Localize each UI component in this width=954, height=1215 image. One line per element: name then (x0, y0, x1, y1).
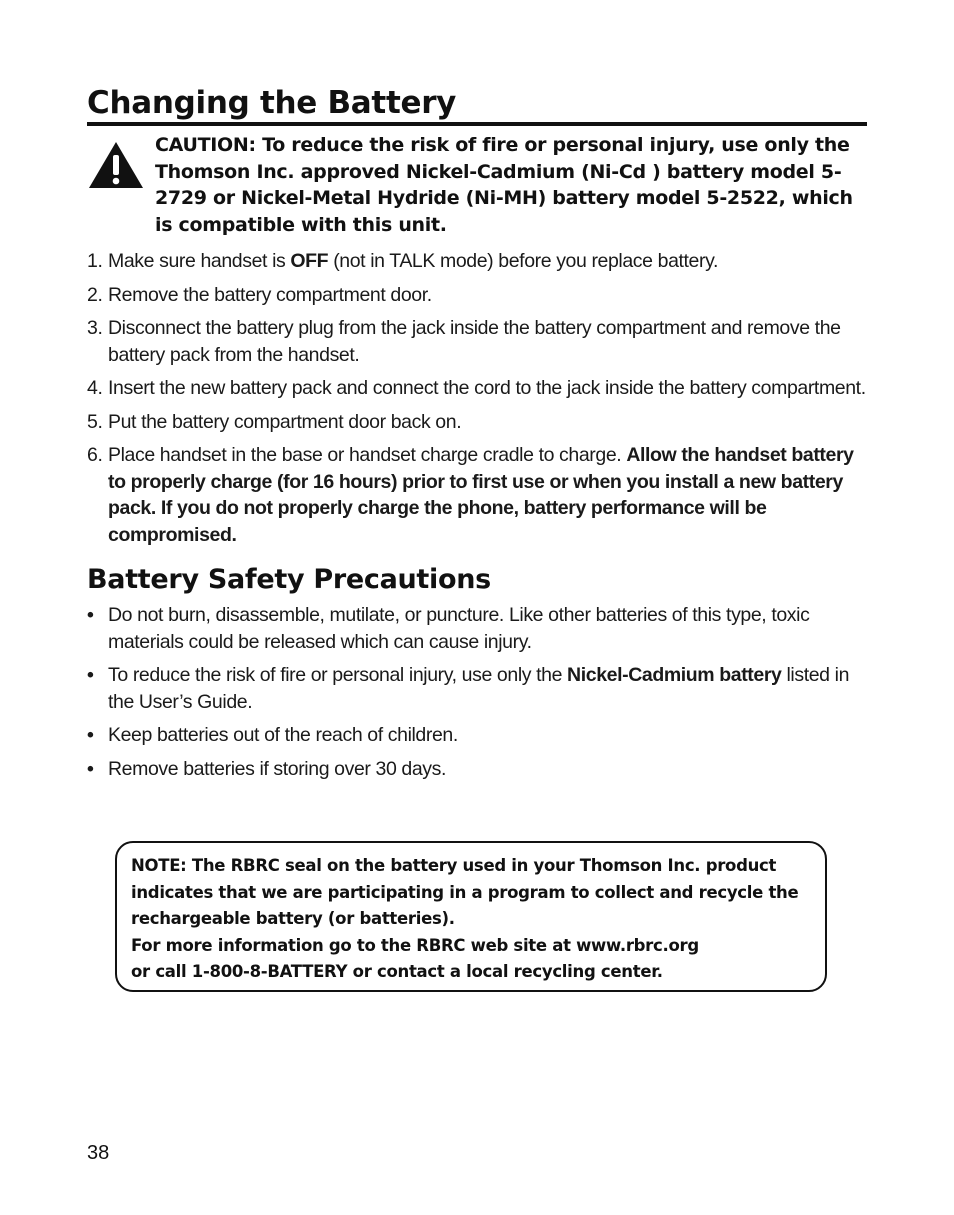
bullet-text: Remove batteries if storing over 30 days. (108, 757, 447, 780)
section-heading: Battery Safety Precautions (87, 564, 491, 595)
step-number: 2. (87, 283, 103, 306)
bullet-icon: • (87, 664, 94, 686)
bullet-bold-text: Nickel-Cadmium battery (567, 664, 782, 686)
step-text: Disconnect the battery plug from the jack inside the battery compartment and remove the battery pack from the handset. (108, 317, 841, 366)
step-number: 3. (87, 317, 103, 339)
step-item (87, 248, 867, 275)
step-item (87, 282, 867, 309)
bullet-item (87, 722, 867, 749)
bullet-text-end: listed in the User’s Guide. (108, 664, 850, 713)
step-item (87, 375, 867, 402)
step-item (87, 315, 867, 368)
step-text: Make sure handset is (108, 250, 291, 272)
step-text: Remove the battery compartment door. (108, 283, 432, 306)
page-number: 38 (87, 1142, 110, 1164)
step-text: Insert the new battery pack and connect the cord to the jack inside the battery compartment. (108, 377, 866, 399)
page-title: Changing the Battery (87, 84, 867, 126)
note-text: NOTE: The RBRC seal on the battery used in your Thomson Inc. product indicates that we are participating in a program to collect and recycle the rechargeable battery (or batteries). (131, 856, 799, 928)
caution-text: CAUTION: To reduce the risk of fire or personal injury, use only the Thomson Inc. approved Nickel-Cadmium (Ni-Cd ) battery model 5-2729 or Nickel-Metal Hydride (Ni-MH) battery model 5-2522, which is compatible with this unit. (155, 134, 853, 236)
bullet-item (87, 602, 867, 655)
safety-list (87, 602, 867, 782)
note-website-line: For more information go to the RBRC web site at www.rbrc.org (131, 935, 699, 955)
step-number: 1. (87, 250, 103, 272)
step-number: 5. (87, 410, 103, 433)
step-number: 6. (87, 444, 103, 466)
step-text-end: (not in TALK mode) before you replace battery. (328, 250, 719, 272)
step-text: Place handset in the base or handset charge cradle to charge. (108, 444, 627, 466)
bullet-text: Do not burn, disassemble, mutilate, or puncture. Like other batteries of this type, toxic materials could be released which can cause injury. (108, 604, 810, 653)
rbrc-note-box (115, 841, 827, 992)
page-content (87, 84, 867, 789)
bullet-item (87, 662, 867, 715)
step-text: Put the battery compartment door back on. (108, 410, 462, 433)
steps-list (87, 248, 867, 548)
step-item (87, 409, 867, 436)
step-bold-text: Allow the handset battery to properly charge (for 16 hours) prior to first use or when you install a new battery pack. If you do not properly charge the phone, battery performance will be compromised. (108, 444, 854, 546)
step-item (87, 442, 867, 548)
step-bold-text: OFF (290, 250, 329, 272)
step-number: 4. (87, 377, 103, 399)
caution-block (87, 132, 867, 238)
bullet-icon: • (87, 604, 94, 626)
bullet-item (87, 756, 867, 783)
bullet-text: Keep batteries out of the reach of children. (108, 724, 458, 746)
note-phone-line: or call 1-800-8-BATTERY or contact a local recycling center. (131, 962, 663, 981)
bullet-icon: • (87, 724, 94, 746)
bullet-text: To reduce the risk of fire or personal injury, use only the (108, 664, 568, 686)
warning-triangle-icon (87, 132, 155, 238)
bullet-icon: • (87, 757, 94, 780)
